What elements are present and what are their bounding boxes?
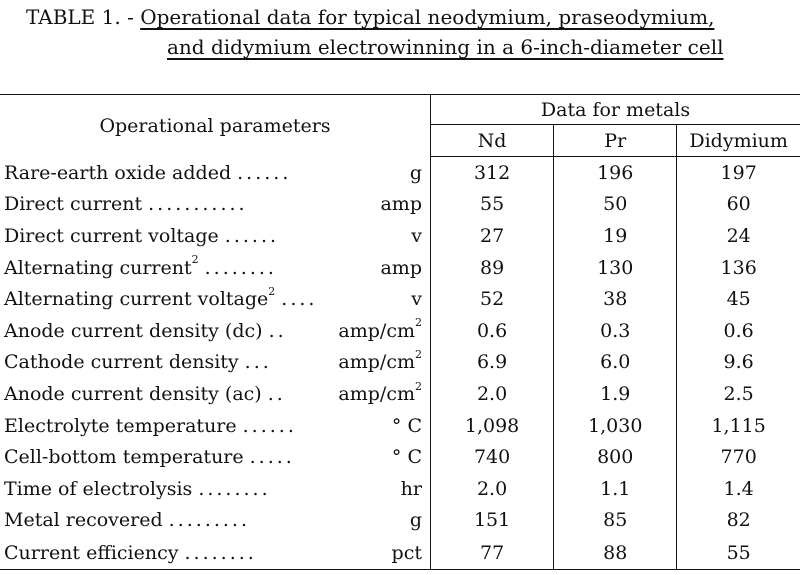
unit-exponent: 2 [415, 348, 422, 362]
metals-group-header: Data for metals [431, 95, 800, 125]
leader-dots: ...... [237, 161, 292, 184]
value-cell-nd: 2.0 [431, 378, 554, 410]
value-cell-nd: 55 [431, 189, 554, 221]
operational-data-table [0, 94, 800, 570]
table-row [0, 189, 800, 221]
parameter-cell [0, 347, 431, 379]
value-cell-pr: 1.9 [554, 378, 677, 410]
unit-label [392, 415, 422, 437]
param-column-header: Operational parameters [0, 95, 431, 157]
value-cell-pr: 38 [554, 283, 677, 315]
value-cell-didymium: 197 [720, 161, 757, 184]
table-row [0, 220, 800, 252]
unit-label [338, 316, 422, 342]
value-cell-pr: 196 [554, 157, 677, 189]
parameter-name: Electrolyte temperature [4, 414, 237, 437]
value-cell-didymium: 45 [726, 288, 751, 311]
value-cell-nd: 312 [431, 157, 554, 189]
value-cell-didymium: 0.6 [723, 319, 754, 342]
column-header-pr: Pr [554, 125, 677, 157]
parameter-name: Current efficiency [4, 541, 179, 564]
value-cell-pr: 1,030 [554, 410, 677, 442]
unit-label [401, 478, 422, 500]
table-row [0, 473, 800, 505]
unit-text: hr [400, 477, 422, 500]
unit-text: amp [380, 193, 422, 216]
value-cell-didymium: 24 [726, 224, 751, 247]
table-row [0, 441, 800, 473]
caption-text-1: Operational data for typical neodymium, praseodymium, [140, 5, 715, 29]
value-cell-nd: 52 [431, 283, 554, 315]
table-row [0, 157, 800, 189]
caption-text-2: and didymium electrowinning in a 6-inch-diameter cell [167, 35, 724, 59]
parameter-cell [0, 410, 431, 442]
table-label: TABLE 1. - [26, 5, 134, 29]
unit-text: g [409, 161, 422, 184]
parameter-cell [0, 315, 431, 347]
unit-label [411, 225, 422, 247]
parameter-name: Anode current density (dc) [4, 319, 263, 342]
unit-label [338, 379, 422, 405]
unit-text: v [411, 224, 422, 247]
value-cell-pr: 88 [554, 536, 677, 570]
value-cell-pr: 800 [554, 441, 677, 473]
value-cell-nd: 740 [431, 441, 554, 473]
unit-text: amp/cm [338, 319, 415, 342]
value-cell-didymium: 2.5 [723, 382, 754, 405]
value-cell-nd: 89 [431, 252, 554, 284]
value-cell-didymium: 9.6 [723, 351, 754, 374]
leader-dots: .... [281, 288, 318, 311]
parameter-name: Anode current density (ac) [4, 382, 262, 405]
parameter-name: Rare-earth oxide added [4, 161, 232, 184]
parameter-name: Time of electrolysis [4, 477, 193, 500]
unit-text: ° C [391, 414, 422, 437]
value-cell-pr: 1.1 [554, 473, 677, 505]
value-cell-nd: 151 [431, 505, 554, 537]
table-row [0, 347, 800, 379]
parameter-cell [0, 283, 431, 315]
parameter-cell [0, 473, 431, 505]
footnote-marker: 2 [268, 284, 276, 298]
unit-text: ° C [391, 446, 422, 469]
unit-text: pct [391, 541, 422, 564]
value-cell-didymium: 1.4 [723, 477, 754, 500]
value-cell-didymium: 136 [720, 256, 757, 279]
value-cell-pr: 19 [554, 220, 677, 252]
value-cell-pr: 6.0 [554, 347, 677, 379]
parameter-cell [0, 441, 431, 473]
unit-label [380, 193, 422, 215]
caption-line-2 [167, 32, 724, 62]
unit-exponent: 2 [415, 379, 422, 393]
leader-dots: ...... [224, 224, 280, 247]
parameter-cell [0, 505, 431, 537]
table-body [0, 157, 800, 570]
table-row [0, 252, 800, 284]
value-cell-pr: 130 [554, 252, 677, 284]
value-cell-nd: 1,098 [431, 410, 554, 442]
parameter-cell [0, 189, 431, 221]
unit-text: amp [380, 256, 422, 279]
unit-text: amp/cm [338, 351, 415, 374]
value-cell-didymium: 1,115 [711, 414, 766, 437]
parameter-name: Metal recovered [4, 509, 163, 532]
unit-label [410, 162, 422, 184]
leader-dots: ... [244, 351, 272, 374]
value-cell-nd: 77 [431, 536, 554, 570]
value-cell-didymium: 770 [720, 446, 757, 469]
column-header-nd: Nd [431, 125, 554, 157]
value-cell-pr: 0.3 [554, 315, 677, 347]
value-cell-pr: 85 [554, 505, 677, 537]
table-row [0, 536, 800, 570]
footnote-marker: 2 [191, 253, 199, 267]
parameter-name: Cell-bottom temperature [4, 446, 244, 469]
leader-dots: ..... [249, 446, 295, 469]
parameter-cell [0, 220, 431, 252]
value-cell-nd: 0.6 [431, 315, 554, 347]
table-row [0, 410, 800, 442]
value-cell-didymium: 60 [726, 193, 751, 216]
unit-label [392, 446, 422, 468]
parameter-cell [0, 536, 431, 570]
unit-text: amp/cm [338, 382, 415, 405]
unit-text: g [409, 509, 422, 532]
parameter-cell [0, 252, 431, 284]
leader-dots: .. [268, 319, 287, 342]
table-row [0, 283, 800, 315]
parameter-name: Alternating current voltage [4, 288, 269, 311]
parameter-name: Direct current voltage [4, 224, 219, 247]
table-row [0, 378, 800, 410]
leader-dots: ........ [198, 477, 271, 500]
unit-label [380, 257, 422, 279]
table-row [0, 505, 800, 537]
parameter-name: Alternating current [4, 256, 192, 279]
value-cell-nd: 2.0 [431, 473, 554, 505]
value-cell-nd: 27 [431, 220, 554, 252]
header-row-1 [0, 95, 800, 125]
unit-exponent: 2 [415, 316, 422, 330]
leader-dots: .. [267, 382, 286, 405]
leader-dots: ........ [184, 541, 257, 564]
leader-dots: ........ [204, 256, 277, 279]
caption-line-1 [26, 2, 714, 32]
column-header-didymium: Didymium [677, 125, 800, 157]
leader-dots: ........... [148, 193, 248, 216]
unit-label [338, 348, 422, 374]
value-cell-didymium: 82 [726, 509, 751, 532]
unit-label [392, 542, 422, 564]
value-cell-pr: 50 [554, 189, 677, 221]
parameter-cell [0, 378, 431, 410]
leader-dots: ...... [242, 414, 297, 437]
unit-label [410, 509, 422, 531]
parameter-name: Direct current [4, 193, 143, 216]
table-row [0, 315, 800, 347]
unit-text: v [411, 288, 422, 311]
parameter-cell [0, 157, 431, 189]
value-cell-didymium: 55 [677, 536, 800, 570]
unit-label [411, 288, 422, 310]
parameter-name: Cathode current density [4, 351, 239, 374]
leader-dots: ......... [168, 509, 251, 532]
value-cell-nd: 6.9 [431, 347, 554, 379]
